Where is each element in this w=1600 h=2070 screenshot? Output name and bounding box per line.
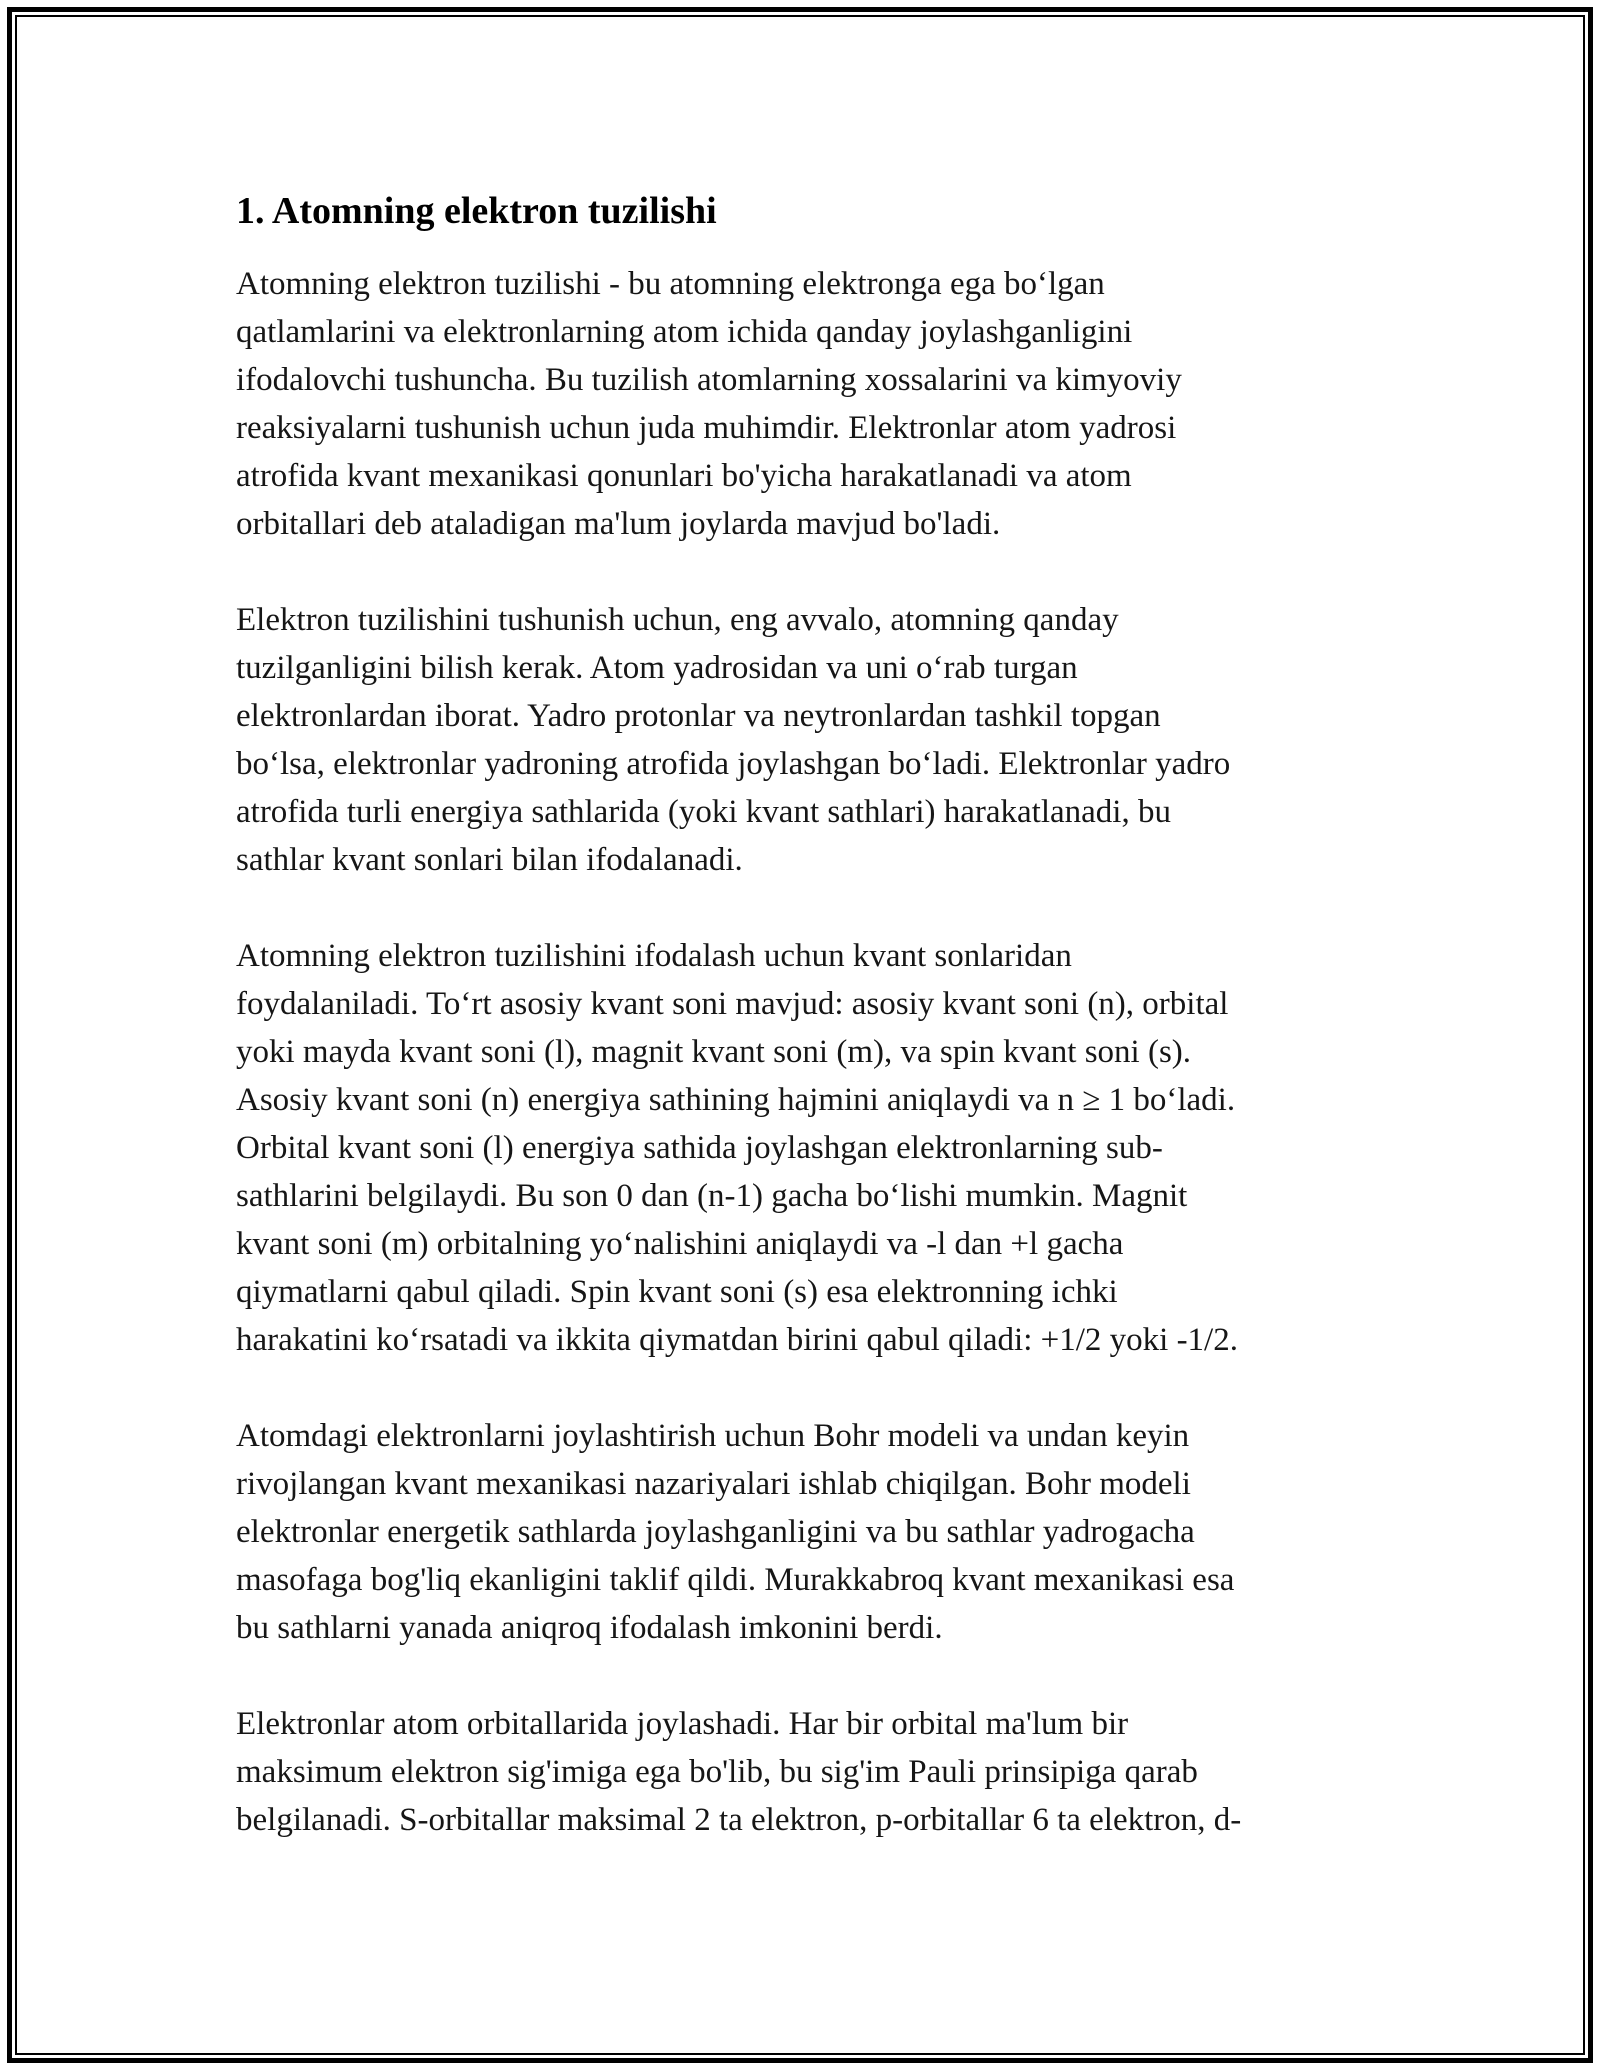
text-line: yoki mayda kvant soni (l), magnit kvant soni (m), va spin kvant soni (s).: [236, 1034, 1192, 1070]
text-line: orbitallari deb ataladigan ma'lum joylarda mavjud bo'ladi.: [236, 506, 1001, 542]
text-line: masofaga bog'liq ekanligini taklif qildi. Murakkabroq kvant mexanikasi esa: [236, 1562, 1235, 1598]
text-line: tuzilganligini bilish kerak. Atom yadrosidan va uni o‘rab turgan: [236, 650, 1078, 686]
paragraph-5: [236, 1700, 1366, 1844]
text-line: Orbital kvant soni (l) energiya sathida joylashgan elektronlarning sub-: [236, 1130, 1163, 1166]
text-line: maksimum elektron sig'imiga ega bo'lib, bu sig'im Pauli prinsipiga qarab: [236, 1754, 1198, 1790]
text-line: qatlamlarini va elektronlarning atom ichida qanday joylashganligini: [236, 314, 1133, 350]
text-line: reaksiyalarni tushunish uchun juda muhimdir. Elektronlar atom yadrosi: [236, 410, 1177, 446]
text-line: Atomning elektron tuzilishini ifodalash uchun kvant sonlaridan: [236, 938, 1072, 974]
text-line: Atomning elektron tuzilishi - bu atomning elektronga ega bo‘lgan: [236, 266, 1105, 302]
text-line: elektronlar energetik sathlarda joylashganligini va bu sathlar yadrogacha: [236, 1514, 1195, 1550]
paragraph-4: [236, 1412, 1366, 1652]
paragraph-1: [236, 260, 1366, 548]
text-line: rivojlangan kvant mexanikasi nazariyalari ishlab chiqilgan. Bohr modeli: [236, 1466, 1191, 1502]
text-line: belgilanadi. S-orbitallar maksimal 2 ta elektron, p-orbitallar 6 ta elektron, d-: [236, 1802, 1242, 1838]
text-line: Atomdagi elektronlarni joylashtirish uchun Bohr modeli va undan keyin: [236, 1418, 1190, 1454]
paragraph-2: [236, 596, 1366, 884]
text-line: elektronlardan iborat. Yadro protonlar va neytronlardan tashkil topgan: [236, 698, 1161, 734]
text-line: harakatini ko‘rsatadi va ikkita qiymatdan birini qabul qiladi: +1/2 yoki -1/2.: [236, 1322, 1238, 1358]
paragraphs-container: [236, 260, 1366, 1844]
text-line: Asosiy kvant soni (n) energiya sathining hajmini aniqlaydi va n ≥ 1 bo‘ladi.: [236, 1082, 1236, 1118]
text-line: qiymatlarni qabul qiladi. Spin kvant soni (s) esa elektronning ichki: [236, 1274, 1118, 1310]
paragraph-3: [236, 932, 1366, 1364]
text-line: Elektronlar atom orbitallarida joylashadi. Har bir orbital ma'lum bir: [236, 1706, 1129, 1742]
text-line: ifodalovchi tushuncha. Bu tuzilish atomlarning xossalarini va kimyoviy: [236, 362, 1182, 398]
text-line: Elektron tuzilishini tushunish uchun, eng avvalo, atomning qanday: [236, 602, 1119, 638]
text-line: sathlar kvant sonlari bilan ifodalanadi.: [236, 842, 743, 878]
text-line: bu sathlarni yanada aniqroq ifodalash imkonini berdi.: [236, 1610, 943, 1646]
text-line: atrofida turli energiya sathlarida (yoki kvant sathlari) harakatlanadi, bu: [236, 794, 1171, 830]
section-heading: 1. Atomning elektron tuzilishi: [236, 190, 717, 232]
text-line: kvant soni (m) orbitalning yo‘nalishini aniqlaydi va -l dan +l gacha: [236, 1226, 1124, 1262]
text-line: sathlarini belgilaydi. Bu son 0 dan (n-1) gacha bo‘lishi mumkin. Magnit: [236, 1178, 1188, 1214]
text-line: foydalaniladi. To‘rt asosiy kvant soni mavjud: asosiy kvant soni (n), orbital: [236, 986, 1229, 1022]
text-line: bo‘lsa, elektronlar yadroning atrofida joylashgan bo‘ladi. Elektronlar yadro: [236, 746, 1231, 782]
text-line: atrofida kvant mexanikasi qonunlari bo'yicha harakatlanadi va atom: [236, 458, 1132, 494]
document-body: [236, 186, 1366, 1892]
